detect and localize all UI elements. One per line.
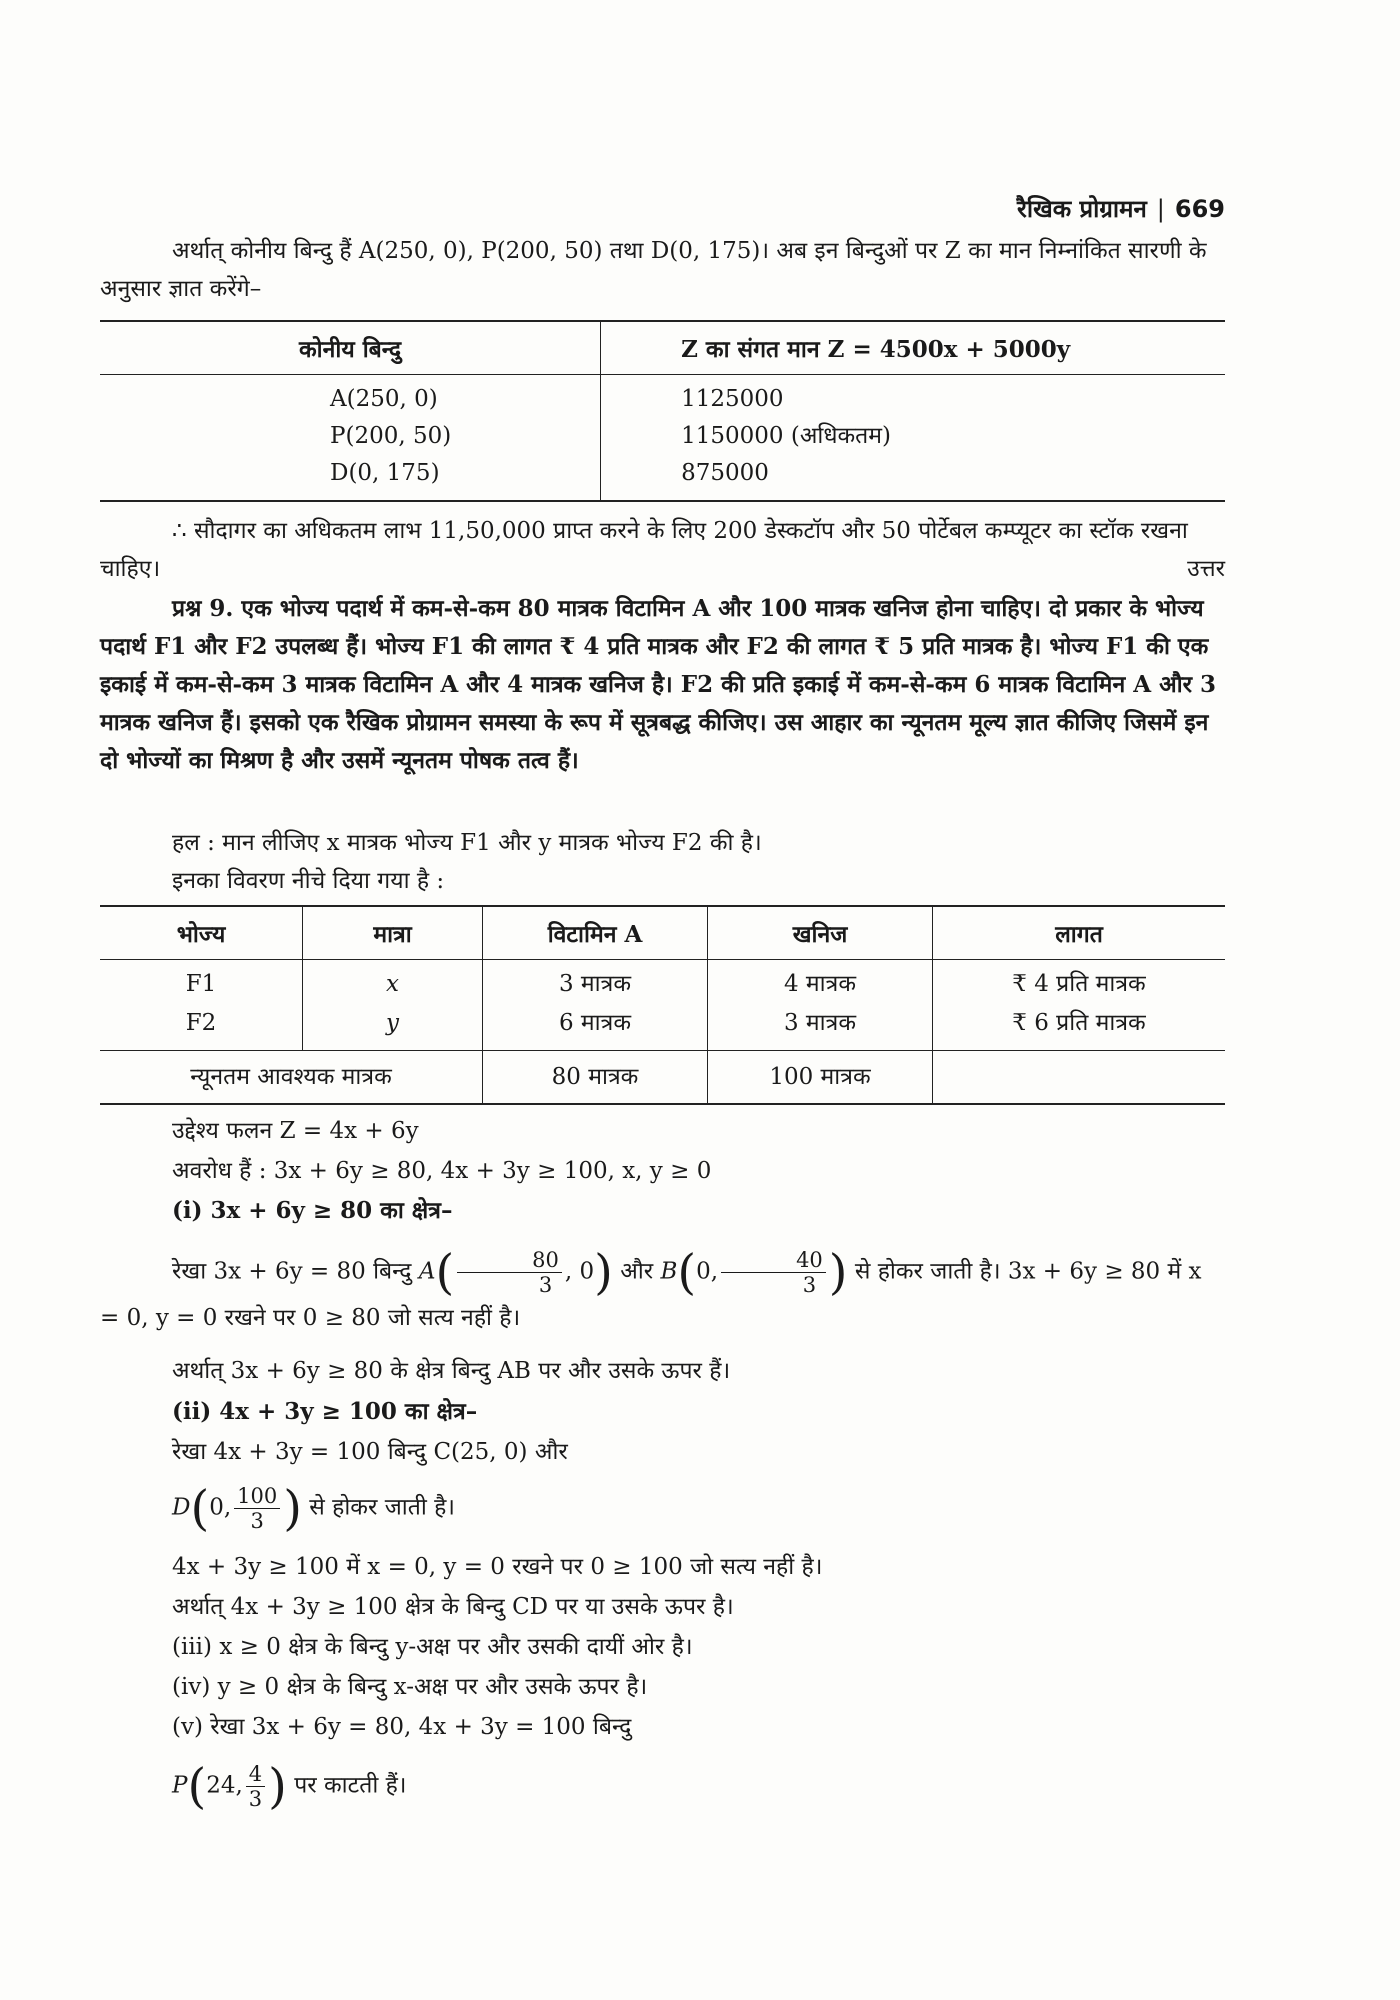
constraints: अवरोध हैं : 3x + 6y ≥ 80, 4x + 3y ≥ 100, x, y ≥ 0 <box>172 1158 712 1184</box>
food-table <box>100 905 1225 1105</box>
objective-function: उद्देश्य फलन Z = 4x + 6y <box>172 1118 419 1144</box>
region5: (v) रेखा 3x + 6y = 80, 4x + 3y = 100 बिन्दु <box>172 1714 632 1740</box>
region1-title: (i) 3x + 6y ≥ 80 का क्षेत्र– <box>172 1197 453 1224</box>
table2-min-label: न्यूनतम आवश्यक मात्रक <box>100 1051 483 1105</box>
region2-test: 4x + 3y ≥ 100 में x = 0, y = 0 रखने पर 0 ≥ 100 जो सत्य नहीं है। <box>172 1554 823 1580</box>
region2-conclusion: अर्थात् 4x + 3y ≥ 100 क्षेत्र के बिन्दु CD पर या उसके ऊपर है। <box>172 1594 734 1620</box>
line2-text: रेखा 4x + 3y = 100 बिन्दु C(25, 0) और <box>172 1439 568 1465</box>
conclusion-text: ∴ सौदागर का अधिकतम लाभ 11,50,000 प्राप्त करने के लिए 200 डेस्कटॉप और 50 पोर्टेबल कम्प्यूटर का स्टॉक रखना चाहिए। <box>100 518 1188 582</box>
table-row <box>100 375 1225 419</box>
table-row <box>100 418 1225 455</box>
table2-cell: 80 मात्रक <box>483 1051 708 1105</box>
table1-cell: D(0, 175) <box>100 455 601 501</box>
table1-cell: P(200, 50) <box>100 418 601 455</box>
table2-cell: x <box>303 960 483 1005</box>
line1-paragraph: रेखा 3x + 6y = 80 बिन्दु A( $\frac{80}{3}$ , 0) और B(0, $\frac{40}{3}$ ) से होकर जाती है। 3x + 6y ≥ 80 में x = 0, y = 0 रखने पर 0 ≥ 80 जो सत्य नहीं है। <box>100 1244 1202 1331</box>
table-row <box>100 455 1225 501</box>
answer-label: उत्तर <box>1187 556 1225 582</box>
table2-cell: F2 <box>100 1004 303 1051</box>
fraction: $\frac{4}{3}$ <box>246 1762 265 1811</box>
table2-cell <box>933 1051 1226 1105</box>
page-header <box>1017 192 1225 225</box>
table2-header: खनिज <box>708 906 933 960</box>
table1-header-point: कोनीय बिन्दु <box>100 321 601 375</box>
header-separator: | <box>1156 195 1165 223</box>
table-row <box>100 960 1225 1005</box>
region2-title: (ii) 4x + 3y ≥ 100 का क्षेत्र– <box>172 1398 478 1425</box>
table2-cell: ₹ 4 प्रति मात्रक <box>1012 971 1146 997</box>
table1-cell: 875000 <box>681 460 769 486</box>
table2-header: मात्रा <box>303 906 483 960</box>
table2-cell: ₹ 6 प्रति मात्रक <box>1012 1010 1146 1036</box>
point-p-label: P <box>172 1772 188 1799</box>
table2-cell: F1 <box>100 960 303 1005</box>
table2-header: भोज्य <box>100 906 303 960</box>
table-row <box>100 1004 1225 1051</box>
table1-cell: 1150000 (अधिकतम) <box>681 423 892 449</box>
fraction: $\frac{80}{3}$ <box>457 1248 562 1297</box>
fraction: $\frac{100}{3}$ <box>234 1484 280 1533</box>
details-line: इनका विवरण नीचे दिया गया है : <box>172 868 445 894</box>
intro-paragraph: अर्थात् कोनीय बिन्दु हैं A(250, 0), P(200, 50) तथा D(0, 175)। अब इन बिन्दुओं पर Z का मान निम्नांकित सारणी के अनुसार ज्ञात करेंगे– <box>100 238 1207 302</box>
solution-line: हल : मान लीजिए x मात्रक भोज्य F1 और y मात्रक भोज्य F2 की है। <box>172 830 762 856</box>
table1-cell: A(250, 0) <box>100 375 601 419</box>
corner-points-table <box>100 320 1225 502</box>
question-text: प्रश्न 9. एक भोज्य पदार्थ में कम-से-कम 80 मात्रक विटामिन A और 100 मात्रक खनिज होना चाहिए। दो प्रकार के भोज्य पदार्थ F1 और F2 उपलब्ध हैं। भोज्य F1 की लागत ₹ 4 प्रति मात्रक और F2 की लागत ₹ 5 प्रति मात्रक है। भोज्य F1 की एक इकाई में कम-से-कम 3 मात्रक विटामिन A और 4 मात्रक खनिज है। F2 की प्रति इकाई में कम-से-कम 6 मात्रक विटामिन A और 3 मात्रक खनिज हैं। इसको एक रैखिक प्रोग्रामन समस्या के रूप में सूत्रबद्ध कीजिए। उस आहार का न्यूनतम मूल्य ज्ञात कीजिए जिसमें इन दो भोज्यों का मिश्रण है और उसमें न्यूनतम पोषक तत्व हैं। <box>100 595 1217 774</box>
point-p-line: P(24, $\frac{4}{3}$ ) पर काटती हैं। <box>172 1758 407 1815</box>
table2-cell: 4 मात्रक <box>708 960 933 1005</box>
conclusion-block <box>100 512 1225 588</box>
point-d-label: D <box>172 1494 191 1521</box>
table-row <box>100 1051 1225 1105</box>
table1-header-value: Z का संगत मान Z = 4500x + 5000y <box>601 321 1225 375</box>
table2-cell: 3 मात्रक <box>708 1004 933 1051</box>
point-d-line: D(0, $\frac{100}{3}$ ) से होकर जाती है। <box>172 1480 456 1537</box>
table2-cell: 3 मात्रक <box>483 960 708 1005</box>
textbook-page <box>100 0 1225 2000</box>
fraction: $\frac{40}{3}$ <box>721 1248 826 1297</box>
table1-cell: 1125000 <box>681 386 784 412</box>
region1-conclusion: अर्थात् 3x + 6y ≥ 80 के क्षेत्र बिन्दु AB पर और उसके ऊपर हैं। <box>172 1358 731 1384</box>
table2-cell: 6 मात्रक <box>483 1004 708 1051</box>
point-a-label: A <box>418 1258 436 1285</box>
chapter-title: रैखिक प्रोग्रामन <box>1017 195 1147 223</box>
line1-pre: रेखा 3x + 6y = 80 बिन्दु <box>172 1258 412 1285</box>
table2-cell: 100 मात्रक <box>708 1051 933 1105</box>
region3: (iii) x ≥ 0 क्षेत्र के बिन्दु y-अक्ष पर और उसकी दायीं ओर है। <box>172 1634 693 1660</box>
region4: (iv) y ≥ 0 क्षेत्र के बिन्दु x-अक्ष पर और उसके ऊपर है। <box>172 1674 648 1700</box>
page-number: 669 <box>1174 195 1225 223</box>
table2-header: लागत <box>933 906 1226 960</box>
table2-cell: y <box>303 1004 483 1051</box>
line1-post: से होकर जाती है। 3x + 6y ≥ 80 में x = 0, y = 0 रखने पर 0 ≥ 80 जो सत्य नहीं है। <box>100 1258 1202 1331</box>
table2-header: विटामिन A <box>483 906 708 960</box>
point-b-label: B <box>660 1258 678 1285</box>
